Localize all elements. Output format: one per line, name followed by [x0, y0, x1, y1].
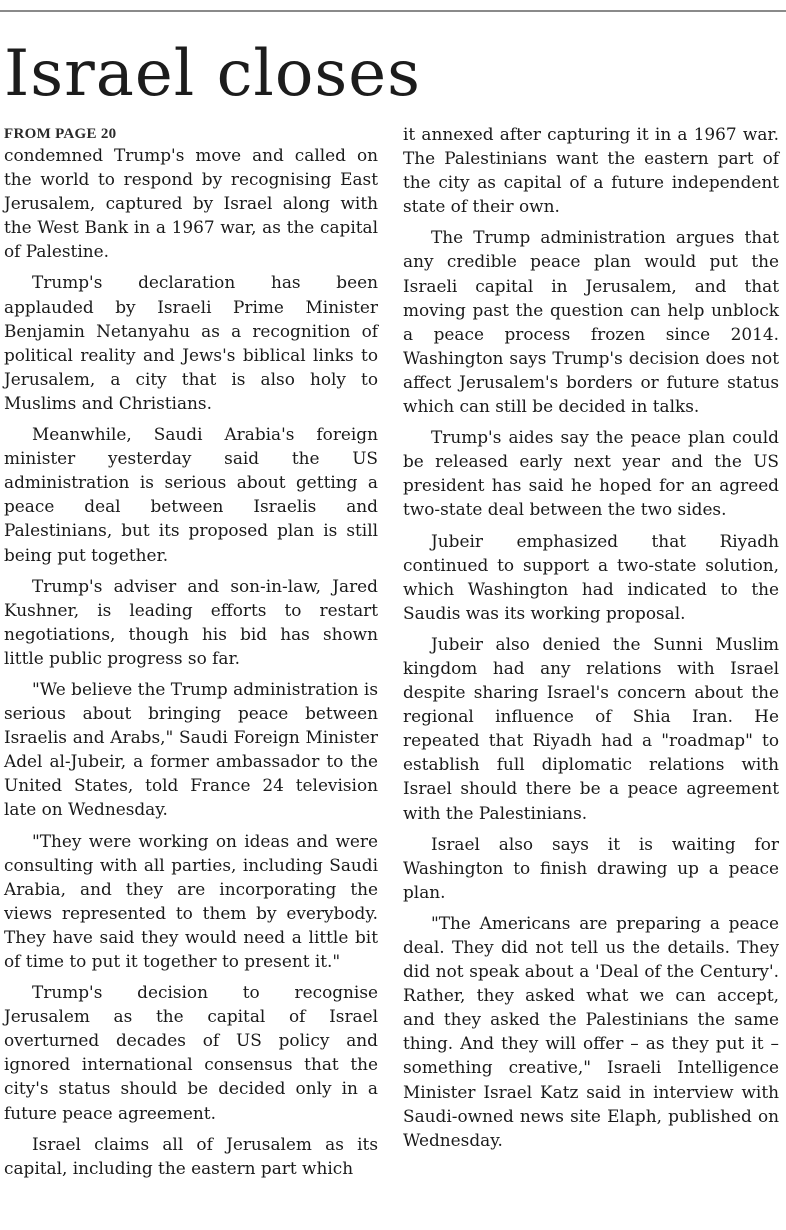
paragraph: it annexed after capturing it in a 1967 war. The Palestinians want the eastern part of the city as capital of a future independent state of their own.: [403, 124, 779, 217]
top-rule: [0, 10, 786, 12]
paragraph: Jubeir also denied the Sunni Muslim kingdom had any relations with Israel despite sharing Israel's concern about the regional influence of Shia Iran. He repeated that Riyadh had a "roadmap" to establish full diplomatic relations with Israel should there be a peace agreement with the Palestinians.: [403, 633, 779, 823]
left-column: [4, 143, 378, 1187]
paragraph: Israel also says it is waiting for Washington to finish drawing up a peace plan.: [403, 833, 779, 902]
right-column: [403, 122, 779, 1159]
paragraph: Trump's declaration has been applauded by Israeli Prime Minister Benjamin Netanyahu as a recognition of political reality and Jews's biblical links to Jerusalem, a city that is also holy to Muslims and Christians.: [4, 272, 378, 413]
paragraph: Trump's decision to recognise Jerusalem as the capital of Israel overturned decades of US policy and ignored international consensus that the city's status should be decided only in a future peace agreement.: [4, 982, 378, 1123]
paragraph: condemned Trump's move and called on the world to respond by recognising East Jerusalem, captured by Israel along with the West Bank in a 1967 war, as the capital of Palestine.: [4, 145, 378, 262]
jump-label: FROM PAGE 20: [4, 126, 117, 142]
paragraph: Trump's adviser and son-in-law, Jared Kushner, is leading efforts to restart negotiations, though his bid has shown little public progress so far.: [4, 575, 378, 668]
paragraph: Trump's aides say the peace plan could be released early next year and the US president has said he hoped for an agreed two-state deal between the two sides.: [403, 427, 779, 520]
paragraph: Meanwhile, Saudi Arabia's foreign minister yesterday said the US administration is serious about getting a peace deal between Israelis and Palestinians, but its proposed plan is still being put together.: [4, 424, 378, 565]
paragraph: The Trump administration argues that any credible peace plan would put the Israeli capital in Jerusalem, and that moving past the question can help unblock a peace process frozen since 2014. Washington says Trump's decision does not affect Jerusalem's borders or future status which can still be decided in talks.: [403, 227, 779, 417]
paragraph: Jubeir emphasized that Riyadh continued to support a two-state solution, which Washington had indicated to the Saudis was its working proposal.: [403, 530, 779, 623]
paragraph: "They were working on ideas and were consulting with all parties, including Saudi Arabia, and they are incorporating the views represented to them by everybody. They have said they would need a little bit of time to put it together to present it.": [4, 830, 378, 971]
headline: Israel closes: [4, 37, 421, 111]
paragraph: "The Americans are preparing a peace deal. They did not tell us the details. They did not speak about a 'Deal of the Century'. Rather, they asked what we can accept, and they asked the Palestinians the same thing. And they will offer – as they put it – something creative," Israeli Intelligence Minister Israel Katz said in interview with Saudi-owned news site Elaph, published on Wednesday.: [403, 912, 779, 1150]
paragraph: Israel claims all of Jerusalem as its capital, including the eastern part which: [4, 1133, 378, 1178]
paragraph: "We believe the Trump administration is serious about bringing peace between Israelis and Arabs," Saudi Foreign Minister Adel al-Jubeir, a former ambassador to the United States, told France 24 television late on Wednesday.: [4, 678, 378, 820]
